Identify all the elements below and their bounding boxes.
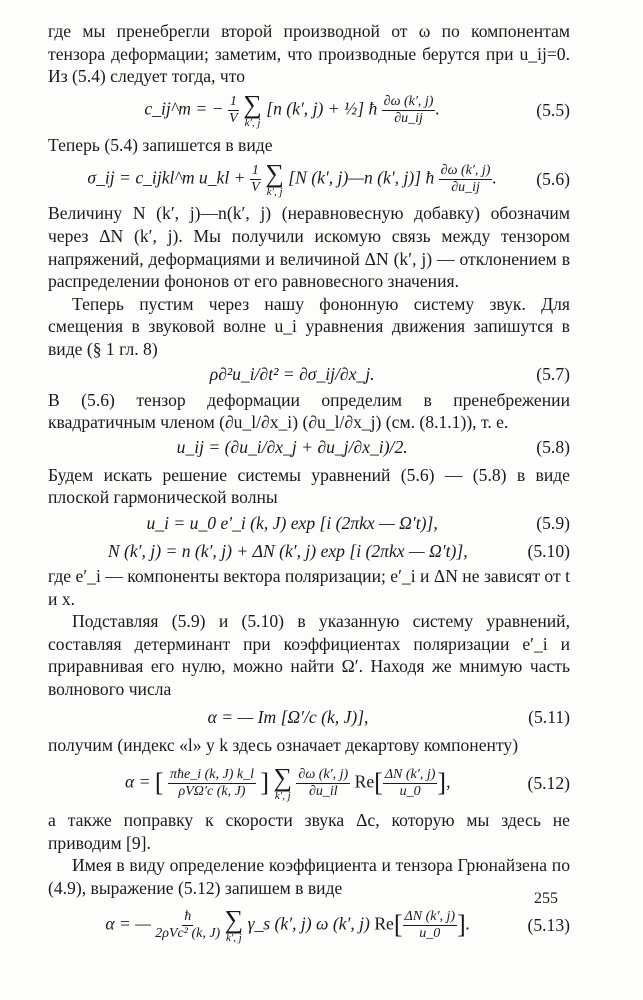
paragraph-10: а также поправку к скорости звука Δc, которую мы здесь не приводим [9].: [48, 810, 570, 853]
equation-number: (5.10): [527, 540, 570, 561]
equation-number: (5.5): [536, 100, 570, 121]
equation-number: (5.6): [536, 169, 570, 190]
equation-number: (5.9): [536, 512, 570, 533]
document-page: [48, 20, 570, 951]
paragraph-4: Теперь пустим через нашу фононную систему звук. Для смещения в звуковой волне u_i уравнения движения запишутся в виде (§ 1 гл. 8): [48, 293, 570, 359]
equation-number: (5.13): [527, 915, 570, 936]
paragraph-5: В (5.6) тензор деформации определим в пренебрежении квадратичным членом (∂u_l/∂x_i) (∂u_l/∂x_j) (см. (8.1.1)), т. е.: [48, 389, 570, 433]
equation-number: (5.8): [536, 437, 570, 458]
equation-5-12: α = [ $\frac{\text{πħe\_i (k, J) k\_l}}{\text{ρVΩ′c (k, J)}}$ ] ∑ k′, j $\frac{\partial\omega (k', j)}{\partial u\_il}$ Re[ $\frac{\Delta N (k', j)}{u\_0}$ ], (5.12): [125, 762, 570, 802]
paragraph-8: Подставляя (5.9) и (5.10) в указанную систему уравнений, составляя детерминант при коэффициентах поляризации e′_i и приравнивая его нулю, можно найти Ω′. Находя же мнимую часть волнового числа: [48, 611, 570, 699]
equation-number: (5.11): [528, 707, 570, 728]
page-number: 255: [534, 890, 558, 907]
equation-5-8: u_ij = (∂u_i/∂x_j + ∂u_j/∂x_i)/2. (5.8): [176, 437, 570, 458]
paragraph-3: Величину N (k′, j)—n(k′, j) (неравновесную добавку) обозначим через ΔN (k′, j). Мы получили искомую связь между тензором напряжений, деформациями и величиной ΔN (k′, j) — отклонением в распределении фононов от его равновесного значения.: [48, 203, 570, 292]
paragraph-9: получим (индекс «l» у k здесь означает декартову компоненту): [48, 735, 519, 756]
paragraph-11: Имея в виду определение коэффициента и тензора Грюнайзена по (4.9), выражение (5.12) запишем в виде: [48, 855, 570, 898]
equation-5-6: σ_ij = c_ijkl^m u_kl + $\frac{1}{V}$ ∑ k′, j [N (k′, j)—n (k′, j)] ħ $\frac{\partial\omega (k', j)}{\partial u\_ij}$ . (5.6): [87, 158, 570, 198]
paragraph-2: Теперь (5.4) запишется в виде: [48, 134, 273, 155]
equation-5-7: ρ∂²u_i/∂t² = ∂σ_ij/∂x_j. (5.7): [209, 364, 570, 385]
paragraph-7: где e′_i — компоненты вектора поляризации; e′_i и ΔN не зависят от t и x.: [48, 565, 570, 609]
equation-number: (5.7): [536, 364, 570, 385]
equation-5-10: N (k′, j) = n (k′, j) + ΔN (k′, j) exp [i (2πkx — Ω′t)], (5.10): [107, 540, 570, 561]
equation-5-11: α = — Im [Ω′/c (k, J)], (5.11): [207, 707, 570, 728]
equation-5-13: α = — $\frac{ħ}{\text{2ρVc² (k, J)}}$ ∑ k′, j γ_s (k′, j) ω (k′, j) Re[ $\frac{\Delta N (k', j)}{u\_0}$ ]. (5.13): [105, 904, 570, 944]
equation-5-9: u_i = u_0 e′_i (k, J) exp [i (2πkx — Ω′t)], (5.9): [146, 512, 570, 533]
paragraph-1: где мы пренебрегли второй производной от ω по компонентам тензора деформации; заметим, что производные берутся при u_ij=0. Из (5.4) следует тогда, что: [48, 21, 570, 87]
equation-5-5: c_ij^m = − $\frac{1}{V}$ ∑ k′, j [n (k′, j) + ½] ħ $\frac{\partial\omega (k', j)}{\partial u\_ij}$ . (5.5): [144, 90, 570, 130]
equation-number: (5.12): [527, 772, 570, 793]
paragraph-6: Будем искать решение системы уравнений (5.6) — (5.8) в виде плоской гармонической волны: [48, 464, 570, 508]
